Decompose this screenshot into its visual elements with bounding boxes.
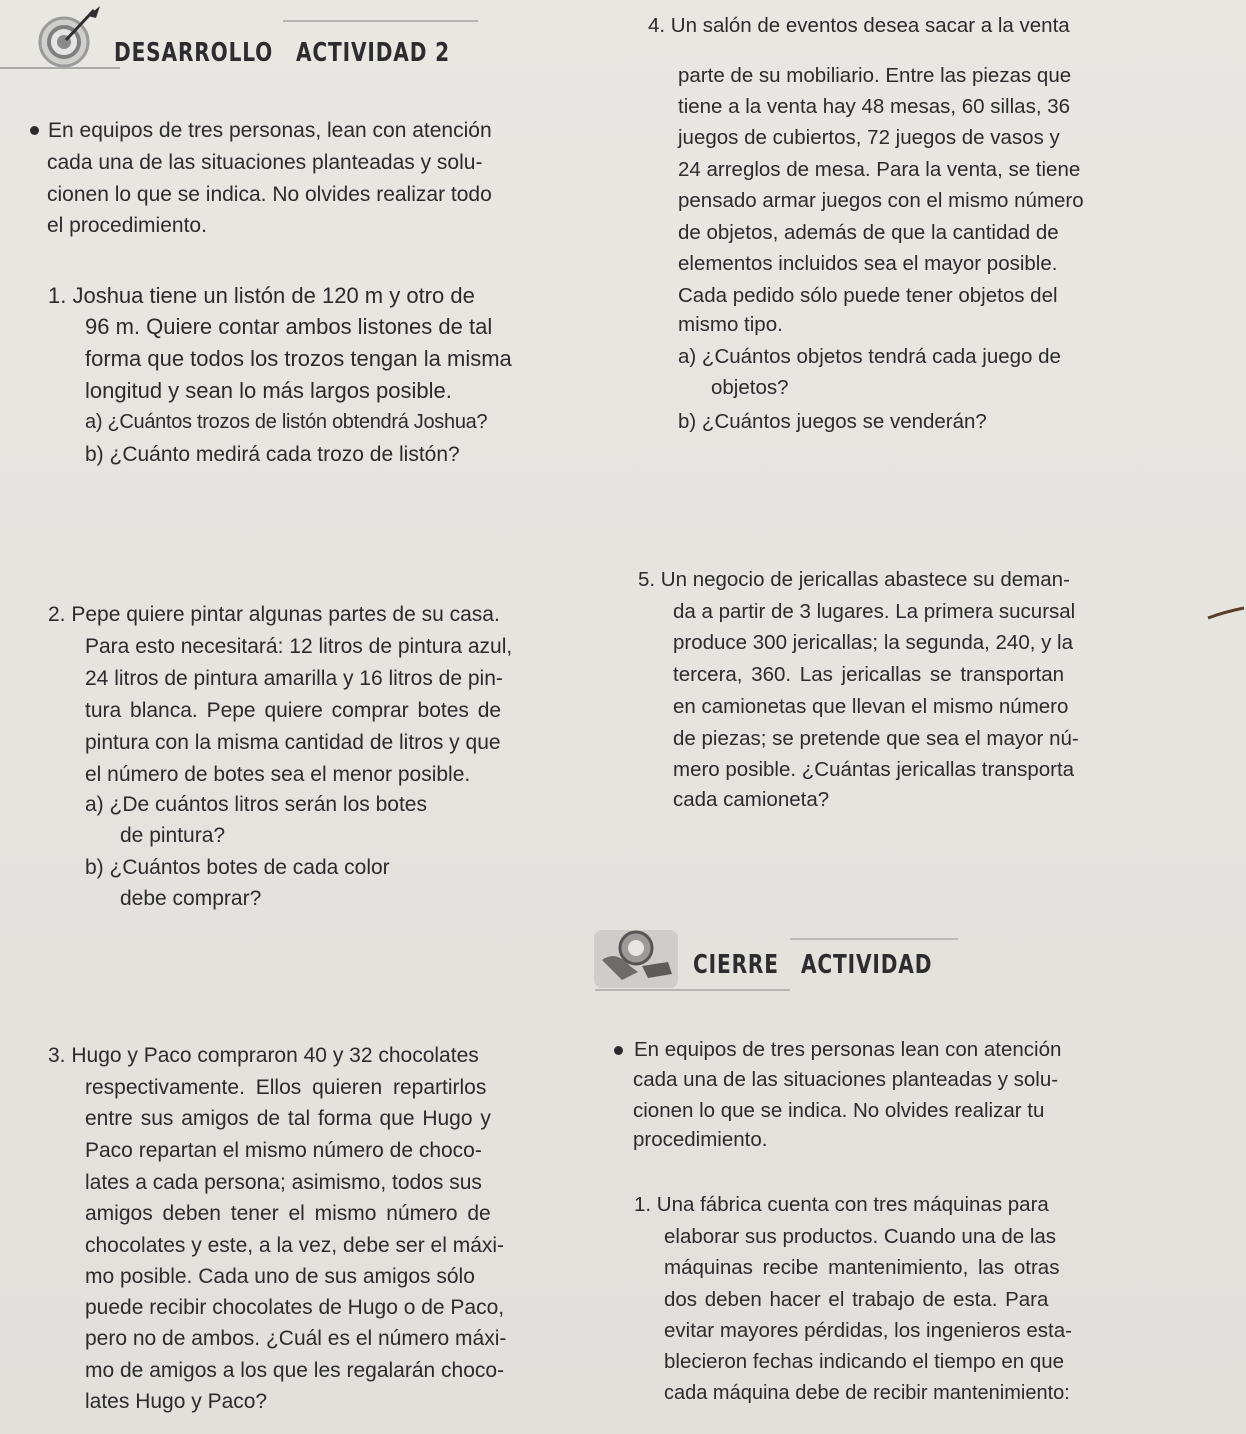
problem-4-line: de objetos, además de que la cantidad de (678, 221, 1059, 244)
header-rule (0, 67, 120, 69)
problem-5-line: cada camioneta? (673, 788, 830, 811)
problem-2-line: 2. Pepe quiere pintar algunas partes de su casa. (48, 603, 500, 626)
problem-4-line: Cada pedido sólo puede tener objetos del (678, 284, 1058, 307)
problem-2-question-a: de pintura? (120, 824, 226, 847)
problem-3-line: entre sus amigos de tal forma que Hugo y (85, 1107, 491, 1130)
problem-4-question-b: b) ¿Cuántos juegos se venderán? (678, 410, 987, 433)
cierre-problem-1-line: cada máquina debe de recibir mantenimiento: (664, 1382, 1070, 1404)
problem-1-question-a: a) ¿Cuántos trozos de listón obtendrá Joshua? (85, 411, 488, 433)
problem-2-line: tura blanca. Pepe quiere comprar botes de (85, 699, 502, 722)
problem-4-line: pensado armar juegos con el mismo número (678, 189, 1084, 212)
cierre-problem-1-line: dos deben hacer el trabajo de esta. Para (664, 1288, 1049, 1311)
problem-4-line: mismo tipo. (678, 313, 783, 336)
problem-3-line: 3. Hugo y Paco compraron 40 y 32 chocolates (48, 1044, 479, 1067)
problem-5-line: en camionetas que llevan el mismo número (673, 695, 1069, 718)
problem-2-line: pintura con la misma cantidad de litros y que (85, 731, 501, 754)
problem-1-line: longitud y sean lo más largos posible. (85, 378, 452, 403)
problem-1-line: forma que todos los trozos tengan la misma (85, 346, 512, 371)
problem-3-line: chocolates y este, a la vez, debe ser el máxi- (85, 1234, 505, 1257)
problem-4-question-a: objetos? (711, 376, 789, 399)
problem-2-line: el número de botes sea el menor posible. (85, 763, 471, 786)
problem-4-line: juegos de cubiertos, 72 juegos de vasos y (678, 126, 1060, 149)
problem-2-question-b: debe comprar? (120, 887, 262, 910)
cierre-intro-line: procedimiento. (633, 1128, 768, 1151)
problem-4-line: 4. Un salón de eventos desea sacar a la venta (648, 14, 1070, 37)
cierre-problem-1-line: blecieron fechas indicando el tiempo en que (664, 1350, 1065, 1373)
problem-1-question-b: b) ¿Cuánto medirá cada trozo de listón? (85, 443, 460, 466)
problem-3-line: lates a cada persona; asimismo, todos sus (85, 1171, 482, 1194)
problem-3-line: pero no de ambos. ¿Cuál es el número máxi- (85, 1327, 507, 1350)
cierre-problem-1-line: elaborar sus productos. Cuando una de las (664, 1225, 1057, 1248)
problem-3-line: Paco repartan el mismo número de choco- (85, 1139, 482, 1162)
section-label-cierre: CIERRE (693, 950, 779, 980)
cierre-problem-1-line: evitar mayores pérdidas, los ingenieros esta- (664, 1319, 1072, 1342)
winner-icon (592, 922, 692, 992)
problem-4-line: 24 arreglos de mesa. Para la venta, se tiene (678, 158, 1081, 181)
problem-2-question-b: b) ¿Cuántos botes de cada color (85, 856, 390, 879)
cierre-intro-line: cionen lo que se indica. No olvides realizar tu (633, 1099, 1045, 1122)
problem-4-line: parte de su mobiliario. Entre las piezas que (678, 64, 1072, 87)
problem-3-line: puede recibir chocolates de Hugo o de Paco, (85, 1296, 505, 1319)
problem-5-line: produce 300 jericallas; la segunda, 240, y la (673, 631, 1074, 654)
header-rule (595, 989, 790, 991)
problem-4-question-a: a) ¿Cuántos objetos tendrá cada juego de (678, 345, 1061, 368)
section-label-desarrollo: DESARROLLO (114, 38, 274, 68)
target-icon (14, 6, 114, 70)
problem-2-line: Para esto necesitará: 12 litros de pintura azul, (85, 635, 513, 658)
problem-3-line: respectivamente. Ellos quieren repartirlos (85, 1076, 487, 1099)
problem-2-question-a: a) ¿De cuántos litros serán los botes (85, 793, 427, 816)
problem-3-line: amigos deben tener el mismo número de (85, 1202, 491, 1225)
intro-line: el procedimiento. (47, 214, 207, 237)
pen-mark (1206, 606, 1246, 622)
problem-5-line: 5. Un negocio de jericallas abastece su deman- (638, 568, 1070, 591)
cierre-intro-line: cada una de las situaciones planteadas y solu- (633, 1068, 1059, 1091)
problem-1-line: 96 m. Quiere contar ambos listones de tal (85, 314, 493, 339)
cierre-problem-1-line: máquinas recibe mantenimiento, las otras (664, 1256, 1060, 1279)
activity-title-cierre: ACTIVIDAD (801, 950, 933, 980)
problem-5-line: de piezas; se pretende que sea el mayor nú- (673, 727, 1079, 750)
intro-line: En equipos de tres personas, lean con atención (48, 119, 492, 142)
header-rule (283, 20, 478, 22)
problem-1-line: 1. Joshua tiene un listón de 120 m y otro de (48, 283, 475, 308)
bullet-icon (614, 1046, 623, 1055)
intro-line: cionen lo que se indica. No olvides realizar todo (47, 183, 492, 206)
intro-line: cada una de las situaciones planteadas y solu- (47, 151, 483, 174)
header-rule (790, 938, 958, 940)
bullet-icon (30, 126, 39, 135)
problem-5-line: tercera, 360. Las jericallas se transportan (673, 663, 1065, 686)
problem-3-line: lates Hugo y Paco? (85, 1390, 268, 1413)
problem-5-line: mero posible. ¿Cuántas jericallas transporta (673, 758, 1075, 781)
problem-3-line: mo posible. Cada uno de sus amigos sólo (85, 1265, 475, 1288)
problem-3-line: mo de amigos a los que les regalarán choco- (85, 1359, 505, 1382)
problem-2-line: 24 litros de pintura amarilla y 16 litros de pin- (85, 667, 503, 690)
problem-4-line: elementos incluidos sea el mayor posible. (678, 252, 1058, 275)
cierre-problem-1-line: 1. Una fábrica cuenta con tres máquinas para (634, 1193, 1049, 1216)
activity-title: ACTIVIDAD 2 (296, 38, 451, 68)
cierre-intro-line: En equipos de tres personas lean con atención (634, 1038, 1062, 1061)
problem-4-line: tiene a la venta hay 48 mesas, 60 sillas, 36 (678, 95, 1071, 118)
problem-5-line: da a partir de 3 lugares. La primera sucursal (673, 600, 1076, 623)
